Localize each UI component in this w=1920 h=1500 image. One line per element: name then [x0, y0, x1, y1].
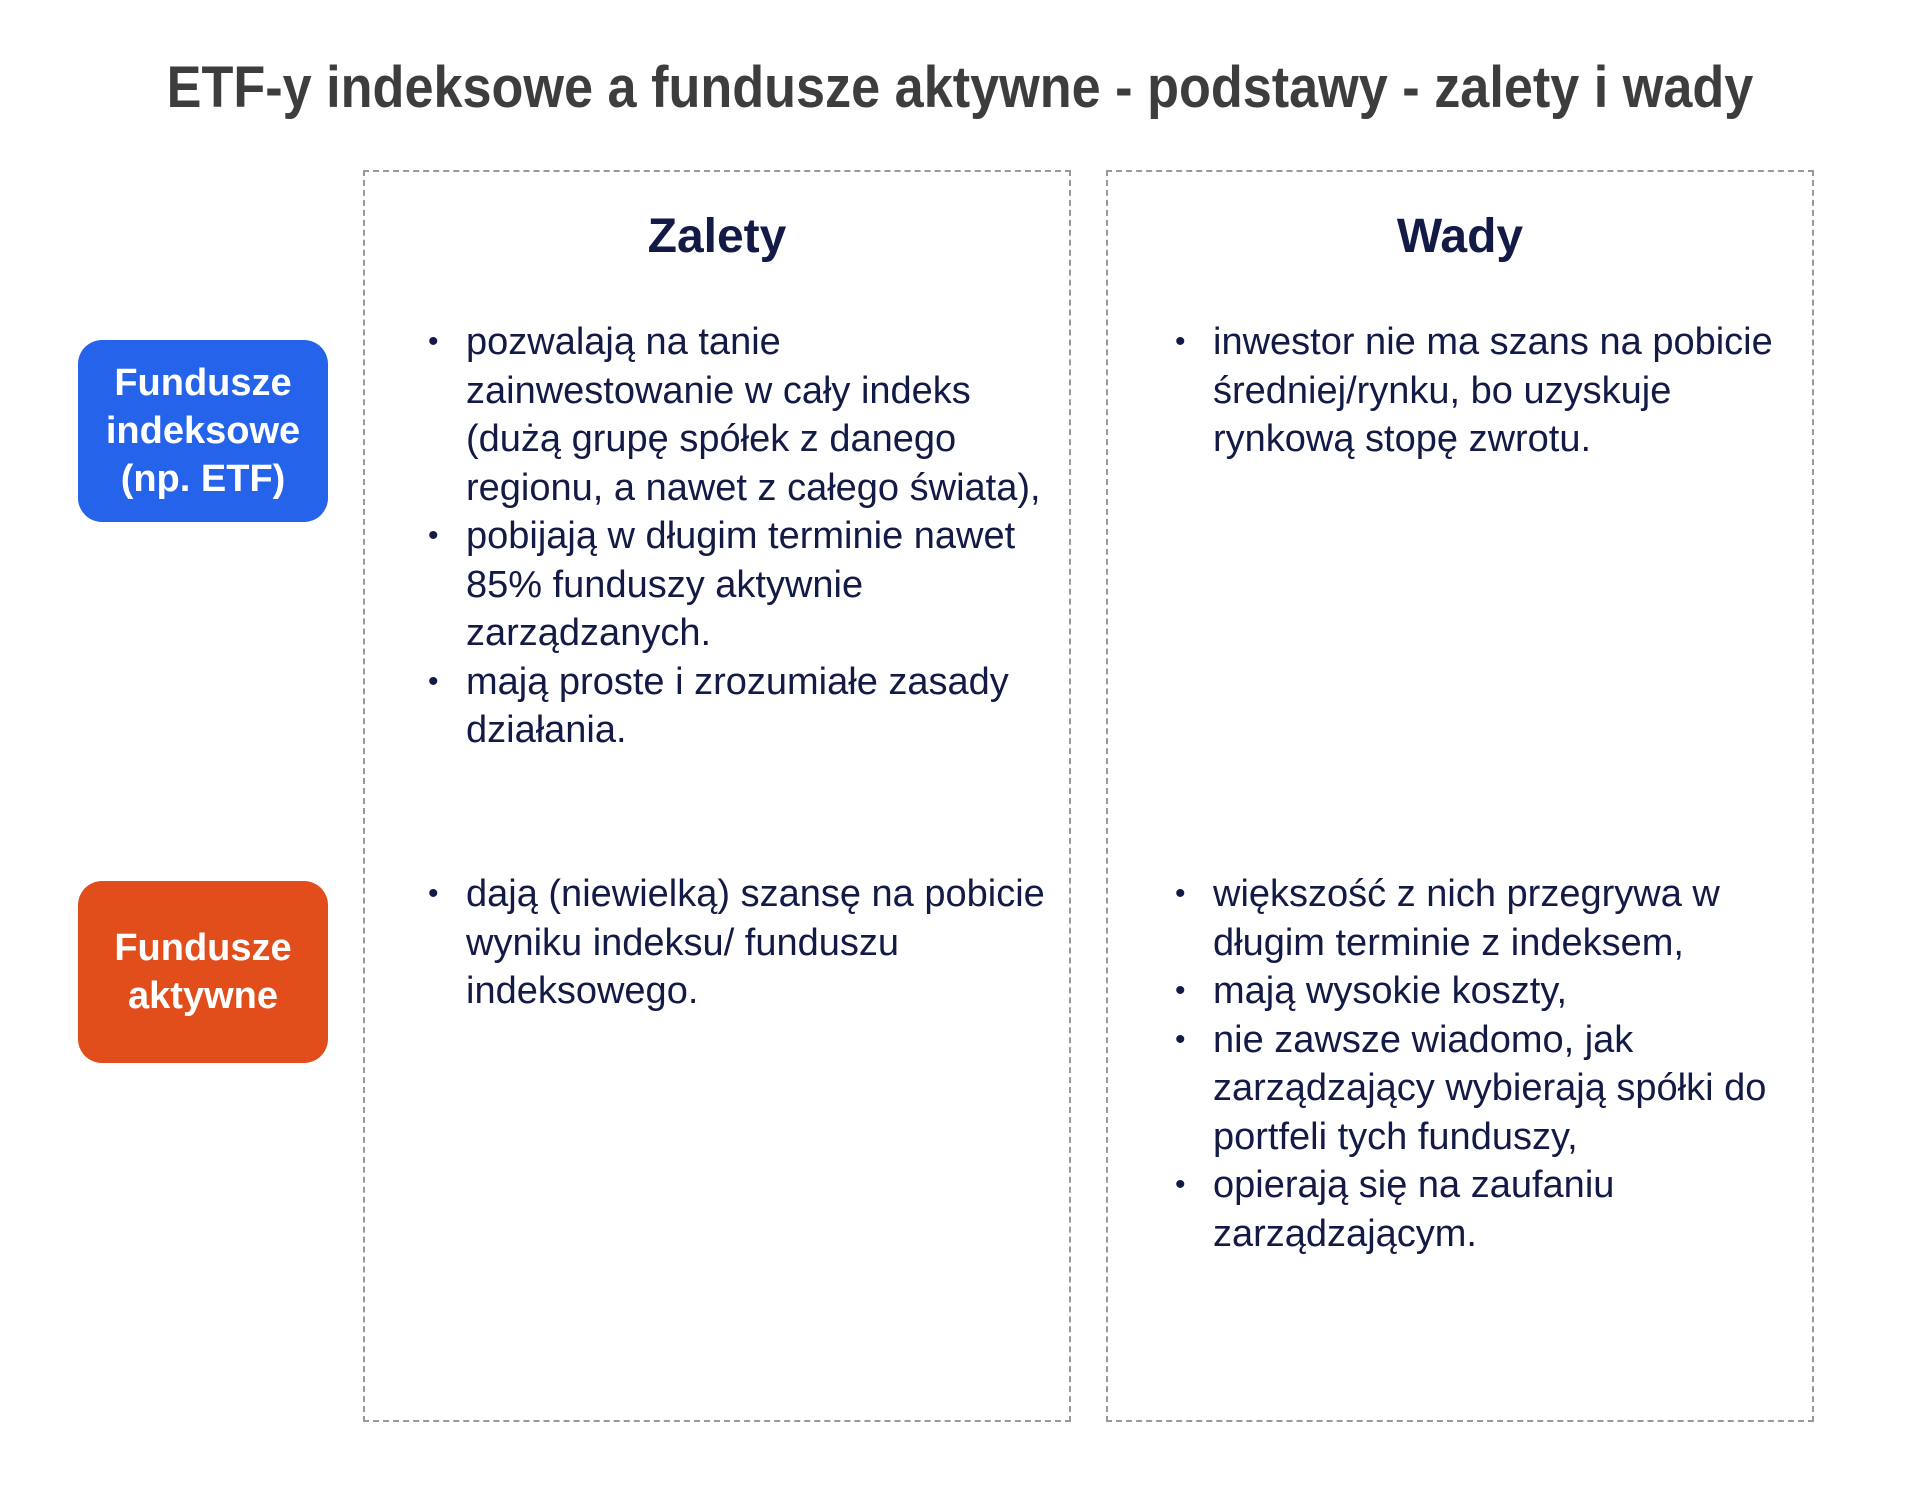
row-label-line: aktywne: [128, 975, 278, 1017]
list-item: • dają (niewielką) szansę na pobicie wyniku indeksu/ funduszu indeksowego.: [428, 870, 1058, 1016]
list-item: • większość z nich przegrywa w długim terminie z indeksem,: [1175, 870, 1800, 967]
row-label-line: Fundusze: [114, 362, 292, 404]
index-funds-pros-list: [428, 318, 1058, 755]
active-funds-cons-list: [1175, 870, 1800, 1258]
list-item: • mają proste i zrozumiałe zasady działania.: [428, 658, 1058, 755]
cons-heading: Wady: [1396, 210, 1524, 263]
list-item: • inwestor nie ma szans na pobicie średniej/rynku, bo uzyskuje rynkową stopę zwrotu.: [1175, 318, 1795, 464]
list-item: • opierają się na zaufaniu zarządzającym.: [1175, 1161, 1800, 1258]
list-item: • pobijają w długim terminie nawet 85% funduszy aktywnie zarządzanych.: [428, 512, 1058, 658]
row-label-line: (np. ETF): [120, 458, 286, 500]
list-item: • nie zawsze wiadomo, jak zarządzający wybierają spółki do portfeli tych funduszy,: [1175, 1016, 1800, 1162]
index-funds-cons-list: [1175, 318, 1795, 464]
row-label-line: indeksowe: [105, 410, 301, 452]
row-label-line: Fundusze: [114, 927, 292, 969]
list-item: • pozwalają na tanie zainwestowanie w cały indeks (dużą grupę spółek z danego regionu, a nawet z całego świata),: [428, 318, 1058, 512]
row-label-active-funds: [78, 881, 328, 1063]
active-funds-pros-list: [428, 870, 1058, 1016]
pros-heading: Zalety: [647, 210, 787, 263]
list-item: • mają wysokie koszty,: [1175, 967, 1800, 1016]
page-title: ETF-y indeksowe a fundusze aktywne - podstawy - zalety i wady: [166, 55, 1754, 120]
row-label-index-funds: [78, 340, 328, 522]
